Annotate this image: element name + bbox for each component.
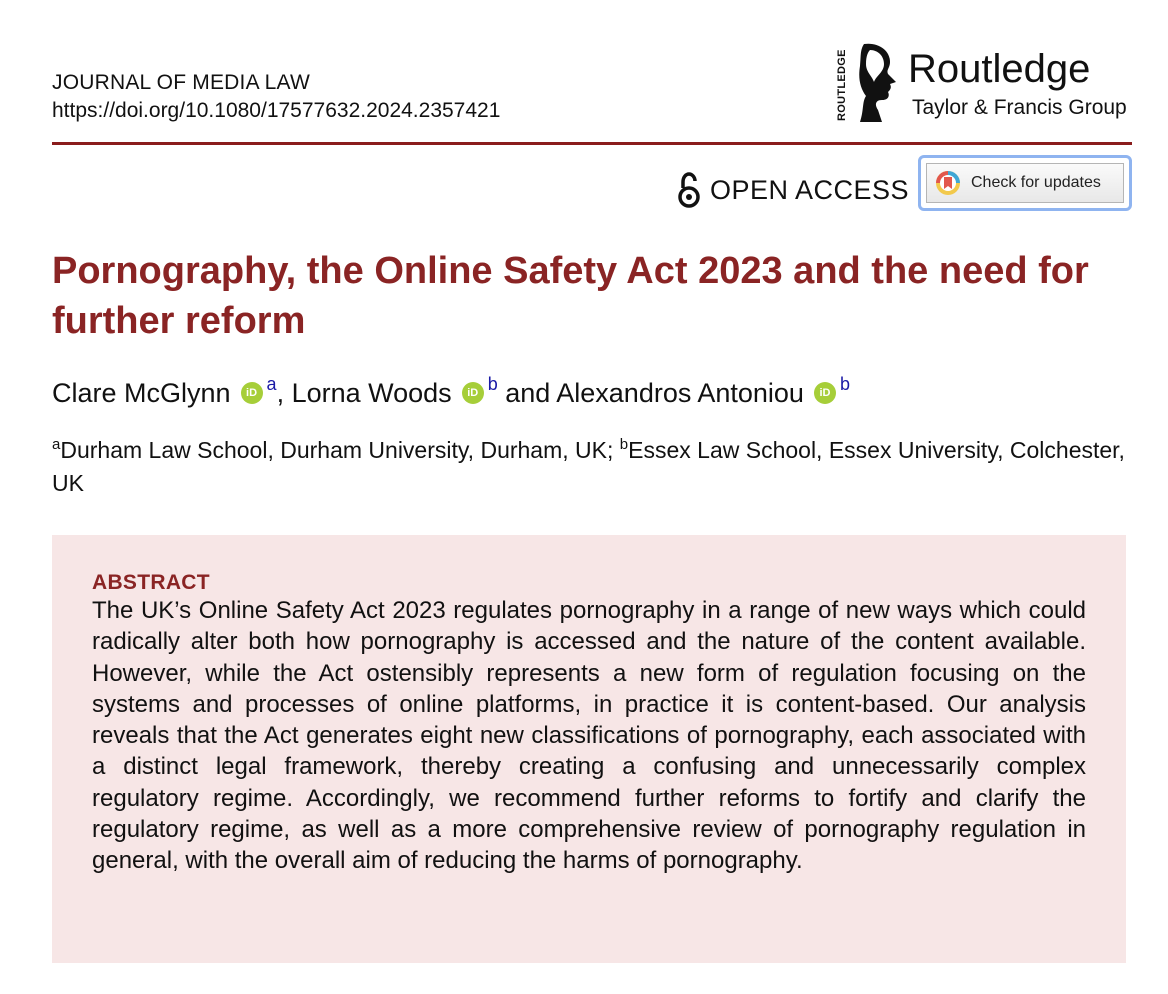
open-access-badge	[676, 172, 909, 208]
article-title: Pornography, the Online Safety Act 2023 and the need for further reform	[52, 250, 1089, 342]
abstract-body: The UK’s Online Safety Act 2023 regulates pornography in a range of new ways which could radically alter both how pornography is accessed and the nature of the content available. However, while the Act ostensibly represents a new form of regulation focusing on the systems and processes of online platforms, in practice it is content-based. Our analysis reveals that the Act generates eight new classifications of pornography, each associated with a distinct legal framework, thereby creating a confusing and unnecessarily complex regulatory regime. Accordingly, we recommend further reforms to fortify and clarify the regulatory regime, as well as a more comprehensive review of pornography regulation in general, with the overall aim of reducing the harms of pornography.	[92, 597, 1086, 875]
check-for-updates-button[interactable]	[918, 155, 1132, 211]
routledge-profile-icon	[856, 42, 902, 124]
open-access-lock-icon	[676, 172, 702, 208]
journal-header	[52, 70, 500, 124]
affiliation-marker[interactable]: a	[266, 374, 277, 394]
journal-name: JOURNAL OF MEDIA LAW	[52, 71, 310, 94]
publisher-group: Taylor & Francis Group	[912, 96, 1127, 119]
affiliations	[52, 434, 1132, 500]
author-name[interactable]: Lorna Woods	[291, 378, 452, 408]
author-list	[52, 366, 850, 411]
affiliation-sup: a	[52, 436, 61, 453]
affiliation-sup: b	[619, 436, 629, 453]
check-for-updates-label[interactable]: Check for updates	[971, 174, 1101, 191]
affiliation-text: Essex Law School, Essex University, Colchester, UK	[52, 437, 1125, 496]
author-name[interactable]: Alexandros Antoniou	[556, 378, 804, 408]
open-access-label: OPEN ACCESS	[710, 174, 910, 205]
orcid-icon[interactable]: iD	[814, 382, 836, 404]
abstract-heading: ABSTRACT	[92, 571, 210, 594]
author-separator: and	[497, 378, 557, 408]
check-for-updates-inner[interactable]	[926, 163, 1124, 203]
orcid-icon[interactable]: iD	[241, 382, 263, 404]
affiliation-text: Durham Law School, Durham University, Durham, UK;	[60, 437, 620, 463]
orcid-icon[interactable]: iD	[462, 382, 484, 404]
crossmark-icon	[935, 170, 961, 196]
affiliation-marker[interactable]: b	[839, 374, 850, 394]
publisher-logo	[838, 40, 1138, 130]
author-name[interactable]: Clare McGlynn	[52, 378, 231, 408]
doi-link[interactable]: https://doi.org/10.1080/17577632.2024.2357421	[52, 99, 501, 122]
header-divider	[52, 142, 1132, 145]
logo-side-text: ROUTLEDGE	[836, 49, 848, 121]
publisher-name: Routledge	[908, 47, 1091, 91]
author-separator: ,	[276, 378, 292, 408]
abstract-section	[52, 535, 1126, 963]
affiliation-marker[interactable]: b	[487, 374, 498, 394]
